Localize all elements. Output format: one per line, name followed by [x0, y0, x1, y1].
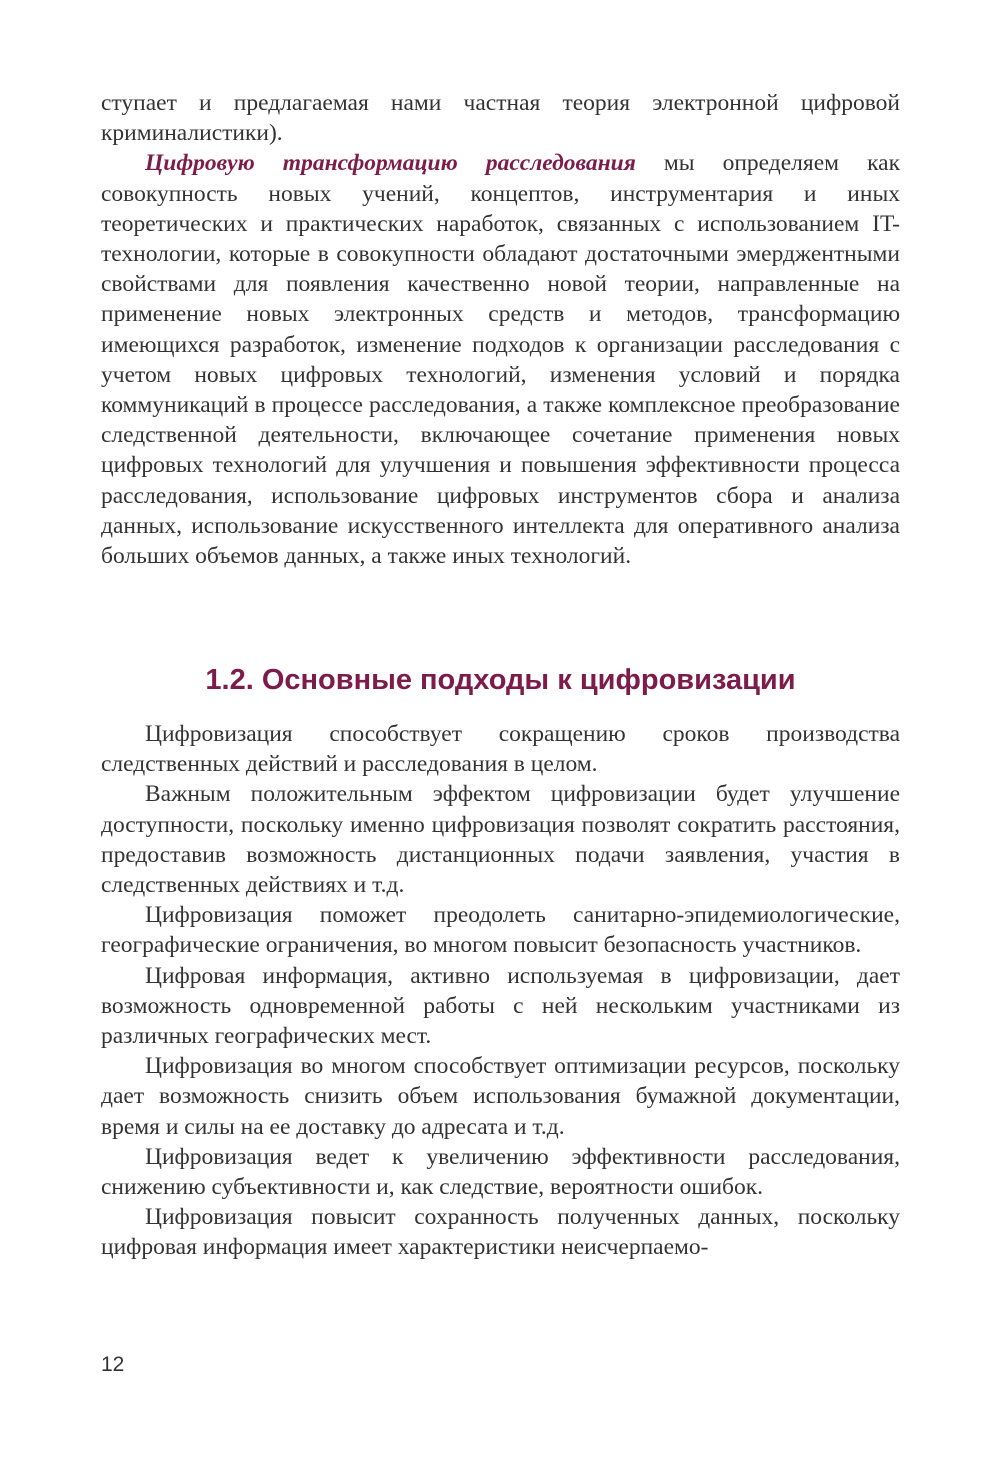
top-text-block	[101, 88, 900, 571]
body-paragraph: Цифровизация повысит сохранность полученных данных, поскольку цифровая информация имеет характеристики неисчерпаемо-	[101, 1204, 900, 1261]
body-paragraph: Цифровизация во многом способствует оптимизации ресурсов, поскольку дает возможность снизить объем использования бумажной документации, время и силы на ее доставку до адресата и т.д.	[101, 1053, 900, 1140]
defined-term: Цифровую трансформацию расследования	[145, 150, 636, 177]
body-paragraph: Цифровизация ведет к увеличению эффективности расследования, снижению субъективности и, как следствие, вероятности ошибок.	[101, 1143, 900, 1201]
definition-text: мы определяем как совокупность новых учений, концептов, инструментария и иных теоретических и практических наработок, связанных с использованием IT-технологии, которые в совокупности обладают достаточными эмерджентными свойствами для появления качественно новой теории, направленные на применение новых электронных средств и методов, трансформацию имеющихся разработок, изменение подходов к организации расследования с учетом новых цифровых технологий, изменения условий и порядка коммуникаций в процессе расследования, а также комплексное преобразование следственной деятельности, включающее сочетание применения новых цифровых технологий для улучшения и повышения эффективности процесса расследования, использование цифровых инструментов сбора и анализа данных, использование искусственного интеллекта для оперативного анализа больших объемов данных, а также иных технологий.	[101, 150, 900, 570]
body-paragraph: Важным положительным эффектом цифровизации будет улучшение доступности, поскольку именно цифровизация позволят сократить расстояния, предоставив возможность дистанционных подачи заявления, участия в следственных действиях и т.д.	[101, 781, 900, 899]
section-body	[101, 719, 900, 1263]
page-number: 12	[101, 1353, 125, 1376]
body-paragraph: Цифровизация способствует сокращению сроков производства следственных действий и расследования в целом.	[101, 721, 900, 778]
continuation-paragraph: ступает и предлагаемая нами частная теория электронной цифровой криминалистики).	[101, 90, 900, 147]
body-paragraph: Цифровая информация, активно используемая в цифровизации, дает возможность одновременной работы с ней нескольким участниками из различных географических мест.	[101, 962, 900, 1050]
section-heading: 1.2. Основные подходы к цифровизации	[205, 664, 796, 696]
body-paragraph: Цифровизация поможет преодолеть санитарно-эпидемиологические, географические ограничения, во многом повысит безопасность участников.	[101, 902, 900, 959]
definition-paragraph	[101, 148, 900, 571]
